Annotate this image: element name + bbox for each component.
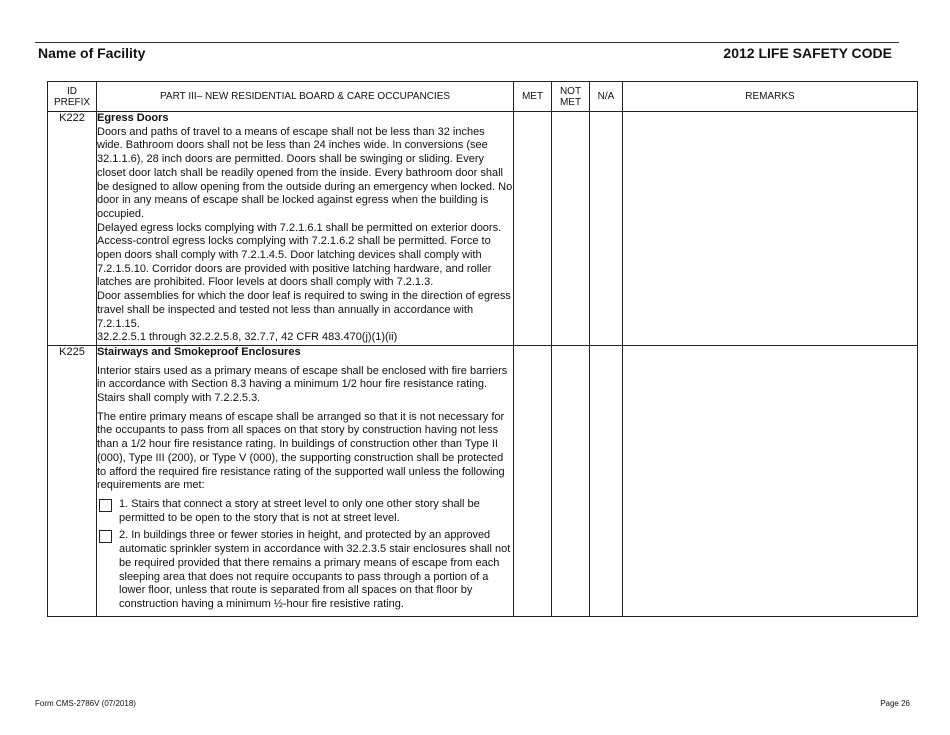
requirement-cell (97, 345, 514, 616)
remarks-cell[interactable] (623, 345, 918, 616)
requirement-text: Door assemblies for which the door leaf is required to swing in the direction of egress travel shall be inspected and tested not less than annually in accordance with 7.2.1.15. (97, 290, 511, 330)
part-header: PART III– NEW RESIDENTIAL BOARD & CARE OCCUPANCIES (97, 82, 514, 112)
not-met-header-line1: NOT (559, 85, 582, 97)
id-header-line2: PREFIX (53, 96, 91, 108)
requirement-text: Interior stairs used as a primary means of escape shall be enclosed with fire barriers in accordance with Section 8.3 having a minimum 1/2 hour fire resistance rating. Stairs shall comply with 7.2.2.5.3. (97, 364, 508, 405)
page-number: Page 26 (880, 699, 910, 708)
requirement-text: Doors and paths of travel to a means of escape shall not be less than 32 inches wide. Bathroom doors shall not be less than 24 inches wide. In conversions (see 32.1.1.6), 28 inch doors are permitted. Doors shall be swinging or sliding. Every closet door latch shall be readily opened from the inside. Every bathroom door shall be designed to allow opening from the outside during an emergency when locked. No door in any means of escape shall be locked against egress when the building is occupied. (97, 125, 513, 220)
remarks-header: REMARKS (623, 82, 918, 112)
inspection-table (47, 81, 918, 617)
na-cell[interactable] (590, 345, 623, 616)
requirement-title: Stairways and Smokeproof Enclosures (97, 345, 301, 358)
not-met-header-line2: MET (559, 96, 582, 108)
facility-name-label: Name of Facility (38, 45, 146, 61)
table-row (48, 345, 918, 616)
id-prefix-header (48, 82, 97, 112)
na-cell[interactable] (590, 112, 623, 346)
table-header-row (48, 82, 918, 112)
header-rule (35, 42, 899, 43)
table-row (48, 112, 918, 346)
checkbox[interactable] (99, 530, 112, 543)
requirement-text: Delayed egress locks complying with 7.2.1.6.1 shall be permitted on exterior doors. Access-control egress locks complying with 7.2.1.6.2 shall be permitted. Force to open doors shall comply with 7.2.1.4.5. Door latching devices shall comply with 7.2.1.5.10. Corridor doors are provided with positive latching hardware, and roller latches are prohibited. Floor levels at doors shall comply with 7.2.1.3. (97, 221, 502, 289)
not-met-cell[interactable] (552, 345, 590, 616)
na-header: N/A (590, 82, 623, 112)
checkbox[interactable] (99, 499, 112, 512)
met-header: MET (514, 82, 552, 112)
checkbox-label: 1. Stairs that connect a story at street level to only one other story shall be permitted to be open to the story that is not at street level. (119, 497, 480, 524)
id-prefix-cell: K222 (48, 112, 97, 346)
id-prefix-cell: K225 (48, 345, 97, 616)
met-cell[interactable] (514, 112, 552, 346)
met-cell[interactable] (514, 345, 552, 616)
not-met-header (552, 82, 590, 112)
not-met-cell[interactable] (552, 112, 590, 346)
form-id: Form CMS-2786V (07/2018) (35, 699, 136, 708)
requirement-text: The entire primary means of escape shall be arranged so that it is not necessary for the occupants to pass from all spaces on that story by construction having not less than a 1/2 hour fire resistance rating. In buildings of construction other than Type II (000), Type III (200), or Type V (000), the supporting construction shall be protected to afford the required fire resistance rating of the supported wall unless the following requirements are met: (97, 410, 505, 492)
checkbox-label: 2. In buildings three or fewer stories in height, and protected by an approved automatic sprinkler system in accordance with 32.2.3.5 stair enclosures shall not be required provided that there remains a primary means of escape from each sleeping area that does not require occupants to pass through a portion of a lower floor, unless that route is separated from all spaces on that floor by construction having a minimum ½-hour fire resistive rating. (119, 529, 511, 610)
checkbox-item (97, 529, 513, 611)
checkbox-item (97, 498, 513, 525)
requirement-citation: 32.2.2.5.1 through 32.2.2.5.8, 32.7.7, 42 CFR 483.470(j)(1)(ii) (97, 331, 398, 344)
requirement-title: Egress Doors (97, 112, 169, 124)
id-header-line1: ID (67, 85, 77, 97)
remarks-cell[interactable] (623, 112, 918, 346)
requirement-cell (97, 112, 514, 346)
code-title: 2012 LIFE SAFETY CODE (723, 45, 892, 61)
